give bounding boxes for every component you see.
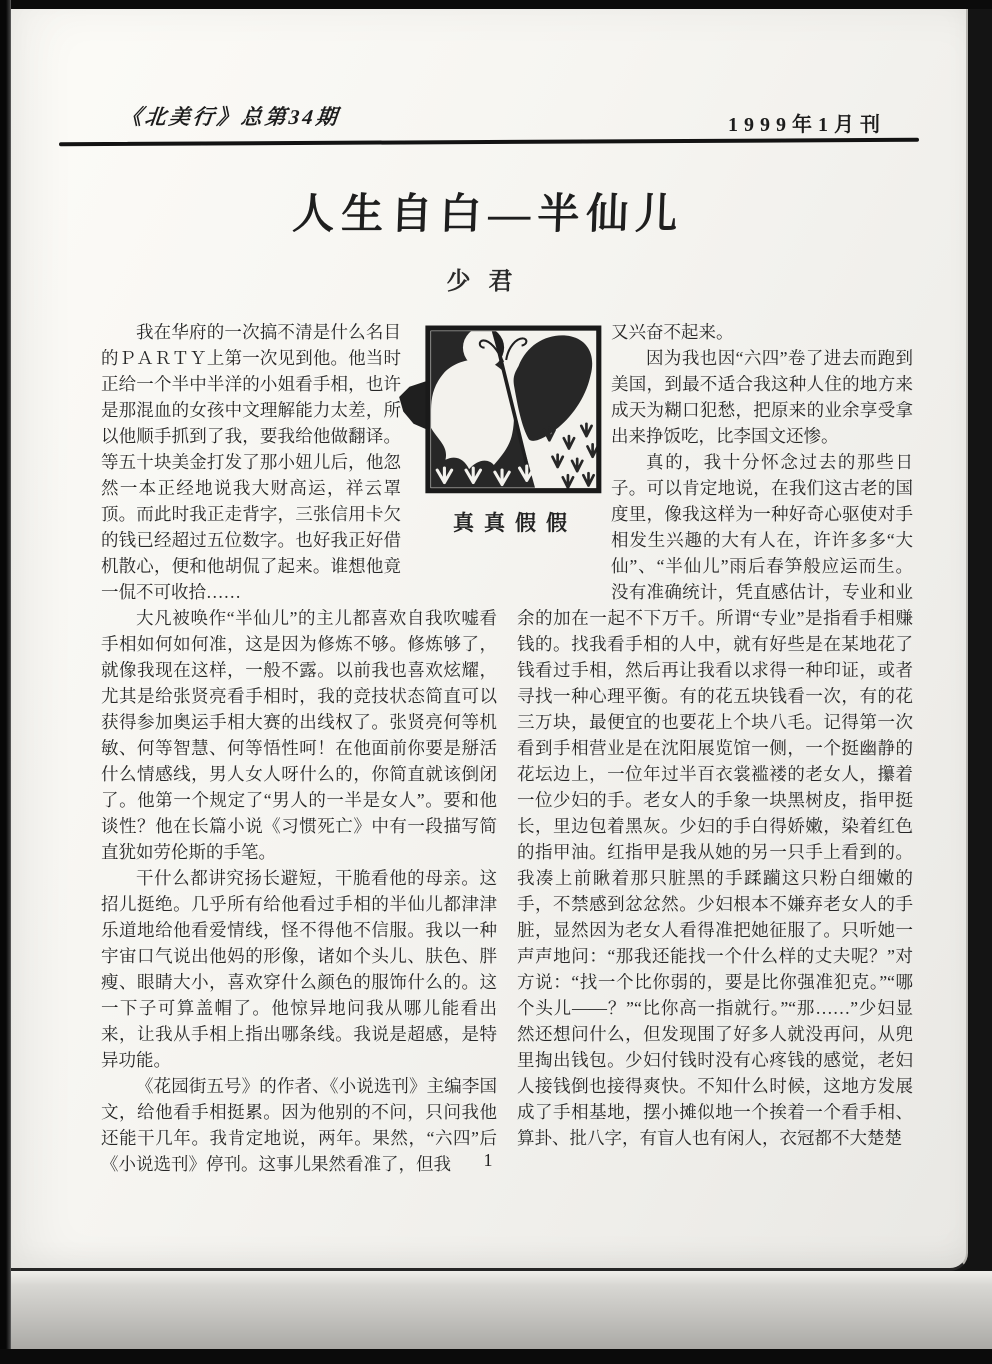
paragraph: 我在华府的一次搞不清是什么名目的ＰＡＲＴＹ上第一次见到他。他当时正给一个半中半洋的小姐看手相，也许是那混血的女孩中文理解能力太差，所以他顺手抓到了我，要我给他做翻译。等五十块美金打发了那小妞儿后，他忽然一本正经地说我大财高运，祥云罩顶。而此时我正走背字，三张信用卡欠的钱已经超过五位数字。也好我正好借机散心，便和他胡侃了起来。谁想他竟一侃不可收拾…… xyxy=(101,322,401,602)
scan-bottom-shadow xyxy=(11,1271,992,1351)
header-divider xyxy=(59,138,919,147)
magazine-page xyxy=(11,9,968,1271)
publication-date-header: 1999年1月刊 xyxy=(728,114,886,136)
article-body xyxy=(101,319,913,1177)
magazine-issue-header: 《北美行》总第34期 xyxy=(119,105,342,129)
paragraph: 因为我也因“六四”卷了进去而跑到美国，到最不适合我这种人住的地方来成天为糊口犯愁，把原来的业余享受拿出来挣饭吃，比李国文还惨。 xyxy=(611,348,913,446)
scan-right-edge xyxy=(966,9,992,1271)
paragraph: 《花园街五号》的作者、《小说选刊》主编李国文，给他看手相挺累。因为他别的不问，只问我他还能干几年。我肯定地说，两年。果然，“六四”后《小说选刊》停刊。这事儿果然看准了，但我 xyxy=(101,1076,497,1174)
scan-top-edge xyxy=(0,0,992,9)
paragraph: 干什么都讲究扬长避短，干脆看他的母亲。这招儿挺绝。几乎所有给他看过手相的半仙儿都津津乐道地给他看爱情线，怪不得他不信服。我以一种宇宙口气说出他妈的形像，诸如个头儿、肤色、胖瘦、眼睛大小，喜欢穿什么颜色的服饰什么的。这一下子可算盖帽了。他惊异地问我从哪儿能看出来，让我从手相上指出哪条线。我说是超感，是特异功能。 xyxy=(101,868,497,1070)
paragraph: 真的，我十分怀念过去的那些日子。可以肯定地说，在我们这古老的国度里，像我这样为一种好奇心驱使对手相发生兴趣的大有人在，许许多多“大仙”、“半仙儿”雨后春笋般应运而生。没有准确统计，凭直感估计，专业和业余的加在一起不下万千。所谓“专业”是指看手相赚钱的。找我看手相的人中，就有好些是在某地花了钱看过手相，然后再让我看以求得一种印证，或者寻找一种心理平衡。有的花五块钱看一次，有的花三万块，最便宜的也要花上个块八毛。记得第一次看到手相营业是在沈阳展览馆一侧，一个挺幽静的花坛边上，一位年过半百衣裳褴褛的老女人，攥着一位少妇的手。老女人的手象一块黑树皮，指甲挺长，里边包着黑灰。少妇的手白得娇嫩，染着红色的指甲油。红指甲是我从她的另一只手上看到的。我凑上前瞅着那只脏黑的手蹂躏这只粉白细嫩的手，不禁感到忿忿然。少妇根本不嫌弃老女人的手脏，显然因为老女人看得准把她征服了。只听她一声声地问：“那我还能找一个什么样的丈夫呢？”对方说：“找一个比你弱的，要是比你强准犯克。”“哪个头儿——？”“比你高一指就行。”“那……”少妇显然还想问什么，但发现围了好多人就没再问，从兜里掏出钱包。少妇付钱时没有心疼钱的感觉，老妇人接钱倒也接得爽快。不知什么时候，这地方发展成了手相基地，摆小摊似地一个挨着一个看手相、算卦、批八字，有盲人也有闲人，衣冠都不大楚楚 xyxy=(517,452,913,1148)
paragraph: 又兴奋不起来。 xyxy=(611,322,734,342)
paragraph: 大凡被唤作“半仙儿”的主儿都喜欢自我吹嘘看手相如何如何准，这是因为修炼不够。修炼够了，就像我现在这样，一般不露。以前我也喜欢炫耀，尤其是给张贤亮看手相时，我的竞技状态简直可以获得参加奥运手相大赛的出线权了。张贤亮何等机敏、何等智慧、何等悟性呵！在他面前你要是掰活什么情感线，男人女人呀什么的，你简直就该倒闭了。他第一个规定了“男人的一半是女人”。要和他谈性？他在长篇小说《习惯死亡》中有一段描写简直犹如劳伦斯的手笔。 xyxy=(101,608,497,862)
image-wrap-spacer xyxy=(401,319,497,569)
article-title: 人生自白—半仙儿 xyxy=(291,192,686,238)
emblem-caption: 真真假假 xyxy=(453,512,577,535)
page-number: 1 xyxy=(483,1150,494,1170)
article-author: 少君 xyxy=(446,269,531,295)
scan-bottom-edge xyxy=(0,1349,992,1364)
image-wrap-spacer xyxy=(517,319,611,581)
scan-left-edge xyxy=(0,0,11,1364)
right-column xyxy=(517,319,913,1177)
left-column xyxy=(101,319,497,1177)
